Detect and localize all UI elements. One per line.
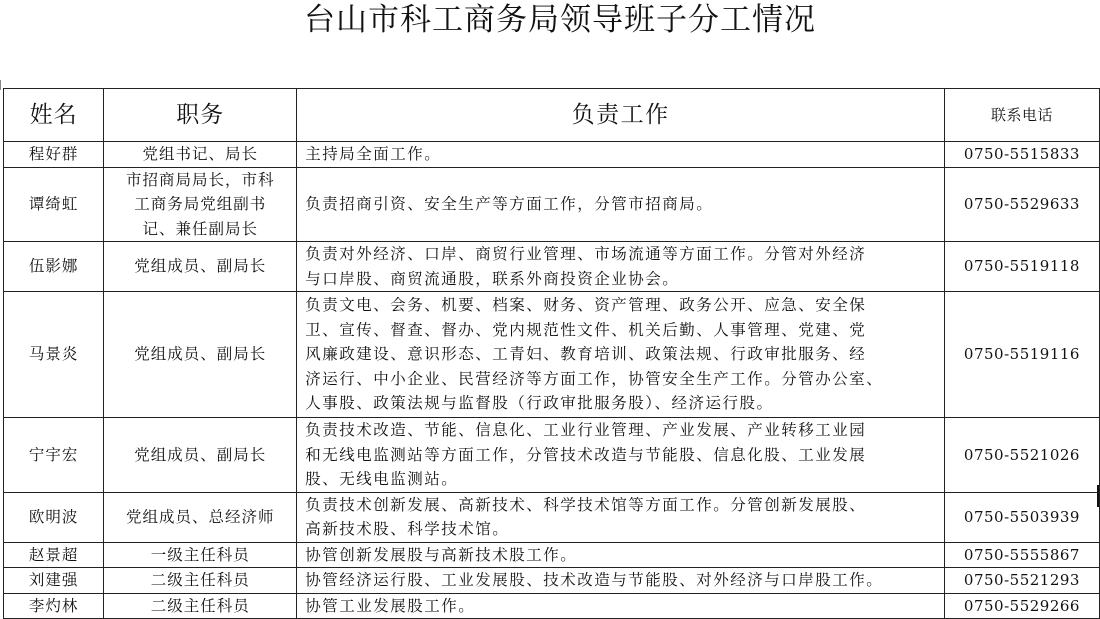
cell-phone: 0750-5555867 (944, 542, 1099, 568)
table-row (4, 167, 1100, 242)
header-position: 职务 (104, 89, 297, 142)
position-line: 工商务局党组副书 (134, 195, 267, 213)
table-row (4, 492, 1100, 542)
cell-name: 程好群 (4, 142, 104, 168)
cell-phone: 0750-5519118 (944, 242, 1099, 292)
duties-line: 人事股、政策法规与监督股（行政审批服务股）、经济运行股。 (305, 394, 774, 413)
position-line: 市招商局局长，市科 (126, 170, 275, 189)
cell-duties (297, 418, 945, 493)
duties-line: 主持局全面工作。 (305, 145, 442, 163)
cell-phone: 0750-5529633 (944, 167, 1099, 242)
header-duties: 负责工作 (297, 89, 945, 142)
header-name: 姓名 (4, 89, 104, 142)
cell-position (104, 418, 297, 493)
cell-name: 赵景超 (4, 542, 104, 568)
table-row (4, 142, 1100, 168)
cell-position (104, 492, 297, 542)
duties-line: 风廉政建设、意识形态、工青妇、教育培训、政策法规、行政审批服务、经 (305, 345, 867, 364)
position-line: 党组成员、副局长 (134, 445, 267, 464)
cell-name: 刘建强 (4, 568, 104, 594)
cell-phone: 0750-5503939 (944, 492, 1099, 542)
position-line: 党组成员、副局长 (134, 257, 267, 276)
document-title: 台山市科工商务局领导班子分工情况 (304, 2, 816, 38)
duties-line: 高新技术股、科学技术馆。 (305, 520, 510, 538)
cell-position (104, 593, 297, 619)
duties-line: 负责技术创新发展、高新技术、科学技术馆等方面工作。分管创新发展股、 (305, 495, 867, 514)
cell-name: 伍影娜 (4, 242, 104, 292)
cell-duties (297, 292, 945, 418)
duties-line: 负责对外经济、口岸、商贸行业管理、市场流通等方面工作。分管对外经济 (305, 245, 867, 263)
cell-phone: 0750-5519116 (944, 292, 1099, 418)
cell-duties (297, 568, 945, 594)
cell-position (104, 542, 297, 568)
table-row (4, 418, 1100, 493)
table-row (4, 242, 1100, 292)
duties-line: 协管经济运行股、工业发展股、技术改造与节能股、对外经济与口岸股工作。 (305, 571, 884, 589)
cell-name: 宁宇宏 (4, 418, 104, 493)
cell-position (104, 292, 297, 418)
table-header-row (4, 89, 1100, 142)
cell-phone: 0750-5515833 (944, 142, 1099, 168)
table-row (4, 292, 1100, 418)
position-line: 党组成员、总经济师 (126, 507, 275, 526)
cell-position (104, 242, 297, 292)
duties-line: 股、无线电监测站。 (305, 470, 459, 488)
cell-duties (297, 242, 945, 292)
cell-phone: 0750-5521293 (944, 568, 1099, 594)
cell-duties (297, 167, 945, 242)
position-line: 党组书记、局长 (142, 145, 259, 163)
duties-line: 卫、宣传、督查、督办、党内规范性文件、机关后勤、人事管理、党建、党 (305, 320, 867, 339)
cell-phone: 0750-5529266 (944, 593, 1099, 619)
position-line: 一级主任科员 (150, 545, 250, 564)
table-row (4, 542, 1100, 568)
table-row (4, 568, 1100, 594)
duties-line: 济运行、中小企业、民营经济等方面工作，协管安全生产工作。分管办公室、 (305, 369, 884, 388)
leadership-table (3, 88, 1100, 619)
duties-line: 负责招商引资、安全生产等方面工作，分管市招商局。 (305, 195, 714, 213)
cell-duties (297, 542, 945, 568)
cell-phone: 0750-5521026 (944, 418, 1099, 493)
duties-line: 协管创新发展股与高新技术股工作。 (305, 545, 578, 564)
duties-line: 与口岸股、商贸流通股，联系外商投资企业协会。 (305, 269, 680, 288)
duties-line: 协管工业发展股工作。 (305, 596, 476, 615)
cell-position (104, 167, 297, 242)
position-line: 二级主任科员 (150, 571, 250, 589)
cell-name: 马景炎 (4, 292, 104, 418)
duties-line: 负责技术改造、节能、信息化、工业行业管理、产业发展、产业转移工业园 (305, 421, 867, 439)
page-edge (0, 80, 1, 90)
header-phone: 联系电话 (944, 89, 1099, 142)
cell-position (104, 568, 297, 594)
cell-position (104, 142, 297, 168)
cell-duties (297, 142, 945, 168)
duties-line: 负责文电、会务、机要、档案、财务、资产管理、政务公开、应急、安全保 (305, 296, 867, 315)
duties-line: 和无线电监测站等方面工作，分管技术改造与节能股、信息化股、工业发展 (305, 445, 867, 464)
cell-name: 李灼林 (4, 593, 104, 619)
cell-name: 欧明波 (4, 492, 104, 542)
position-line: 记、兼任副局长 (142, 219, 259, 238)
position-line: 党组成员、副局长 (134, 345, 267, 364)
position-line: 二级主任科员 (150, 596, 250, 615)
table-row (4, 593, 1100, 619)
cell-duties (297, 492, 945, 542)
cell-duties (297, 593, 945, 619)
cell-name: 谭绮虹 (4, 167, 104, 242)
